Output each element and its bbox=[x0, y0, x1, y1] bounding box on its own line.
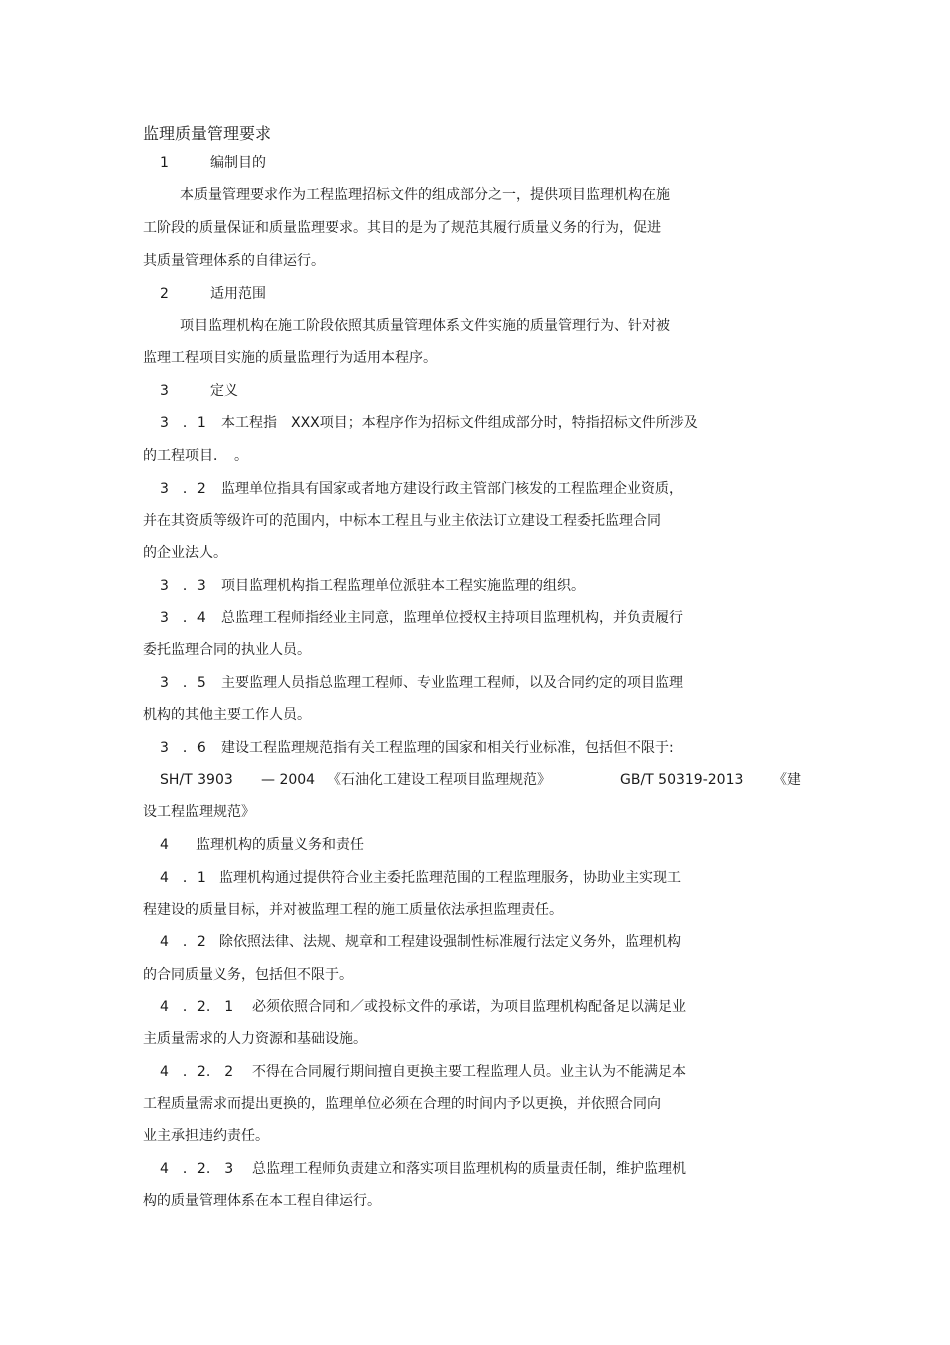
clause-4-2-2-line: 工程质量需求而提出更换的，监理单位必须在合理的时间内予以更换，并依照合同向 bbox=[143, 1096, 661, 1112]
clause-3-3-line: 项目监理机构指工程监理单位派驻本工程实施监理的组织。 bbox=[221, 578, 585, 594]
clause-4-1-number: 4 ．1 bbox=[160, 870, 206, 886]
clause-4-2-3-line: 总监理工程师负责建立和落实项目监理机构的质量责任制，维护监理机 bbox=[252, 1161, 686, 1177]
clause-4-2-1-line: 必须依照合同和／或投标文件的承诺，为项目监理机构配备足以满足业 bbox=[252, 999, 686, 1015]
clause-4-2-2-line: 业主承担违约责任。 bbox=[143, 1128, 269, 1144]
section-3-number: 3 bbox=[160, 383, 169, 399]
section-2-paragraph-line: 监理工程项目实施的质量监理行为适用本程序。 bbox=[143, 350, 437, 366]
clause-3-5-line: 机构的其他主要工作人员。 bbox=[143, 707, 311, 723]
clause-3-4-line: 总监理工程师指经业主同意，监理单位授权主持项目监理机构，并负责履行 bbox=[221, 610, 683, 626]
standard-year: — 2004 bbox=[261, 772, 316, 788]
clause-4-2-number: 4 ．2 bbox=[160, 934, 206, 950]
section-1-heading: 编制目的 bbox=[210, 155, 266, 171]
section-4-heading: 监理机构的质量义务和责任 bbox=[196, 837, 364, 853]
clause-3-4-number: 3 ．4 bbox=[160, 610, 206, 626]
standard-name: 《建 bbox=[773, 772, 801, 788]
clause-4-1-line: 监理机构通过提供符合业主委托监理范围的工程监理服务，协助业主实现工 bbox=[219, 870, 681, 886]
clause-3-4-line: 委托监理合同的执业人员。 bbox=[143, 642, 311, 658]
clause-4-2-3-number: 4 ．2. 3 bbox=[160, 1161, 234, 1177]
clause-4-2-1-line: 主质量需求的人力资源和基础设施。 bbox=[143, 1031, 367, 1047]
clause-4-2-line: 的合同质量义务，包括但不限于。 bbox=[143, 967, 353, 983]
clause-3-5-line: 主要监理人员指总监理工程师、专业监理工程师，以及合同约定的项目监理 bbox=[221, 675, 683, 691]
clause-3-6-line: 设工程监理规范》 bbox=[143, 804, 255, 820]
standard-code: GB/T 50319-2013 bbox=[620, 772, 744, 788]
clause-4-2-1-number: 4 ．2. 1 bbox=[160, 999, 234, 1015]
section-1-number: 1 bbox=[160, 155, 169, 171]
clause-3-2-number: 3 ．2 bbox=[160, 481, 206, 497]
clause-3-2-line: 监理单位指具有国家或者地方建设行政主管部门核发的工程监理企业资质， bbox=[221, 481, 683, 497]
clause-3-1-number: 3 ．1 bbox=[160, 415, 206, 431]
standard-code: SH/T 3903 bbox=[160, 772, 233, 788]
section-3-heading: 定义 bbox=[210, 383, 238, 399]
clause-4-2-2-number: 4 ．2. 2 bbox=[160, 1064, 234, 1080]
clause-3-5-number: 3 ．5 bbox=[160, 675, 206, 691]
section-4-number: 4 bbox=[160, 837, 169, 853]
section-1-paragraph-line: 本质量管理要求作为工程监理招标文件的组成部分之一，提供项目监理机构在施 bbox=[180, 187, 670, 203]
clause-4-2-2-line: 不得在合同履行期间擅自更换主要工程监理人员。业主认为不能满足本 bbox=[252, 1064, 686, 1080]
clause-3-1-line: 本工程指 XXX项目；本程序作为招标文件组成部分时，特指招标文件所涉及 bbox=[221, 415, 698, 431]
section-2-heading: 适用范围 bbox=[210, 286, 266, 302]
clause-3-6-number: 3 ．6 bbox=[160, 740, 206, 756]
clause-4-2-line: 除依照法律、法规、规章和工程建设强制性标准履行法定义务外，监理机构 bbox=[219, 934, 681, 950]
clause-3-2-line: 的企业法人。 bbox=[143, 545, 227, 561]
clause-4-2-3-line: 构的质量管理体系在本工程自律运行。 bbox=[143, 1193, 381, 1209]
section-1-paragraph-line: 工阶段的质量保证和质量监理要求。其目的是为了规范其履行质量义务的行为，促进 bbox=[143, 220, 661, 236]
standard-name: 《石油化工建设工程项目监理规范》 bbox=[327, 772, 551, 788]
section-1-paragraph-line: 其质量管理体系的自律运行。 bbox=[143, 253, 325, 269]
clause-3-1-line: 的工程项目． 。 bbox=[143, 448, 248, 464]
clause-3-2-line: 并在其资质等级许可的范围内，中标本工程且与业主依法订立建设工程委托监理合同 bbox=[143, 513, 661, 529]
clause-4-1-line: 程建设的质量目标，并对被监理工程的施工质量依法承担监理责任。 bbox=[143, 902, 563, 918]
document-title: 监理质量管理要求 bbox=[143, 124, 272, 143]
clause-3-3-number: 3 ．3 bbox=[160, 578, 206, 594]
section-2-number: 2 bbox=[160, 286, 169, 302]
clause-3-6-line: 建设工程监理规范指有关工程监理的国家和相关行业标准，包括但不限于: bbox=[221, 740, 674, 756]
section-2-paragraph-line: 项目监理机构在施工阶段依照其质量管理体系文件实施的质量管理行为、针对被 bbox=[180, 318, 670, 334]
